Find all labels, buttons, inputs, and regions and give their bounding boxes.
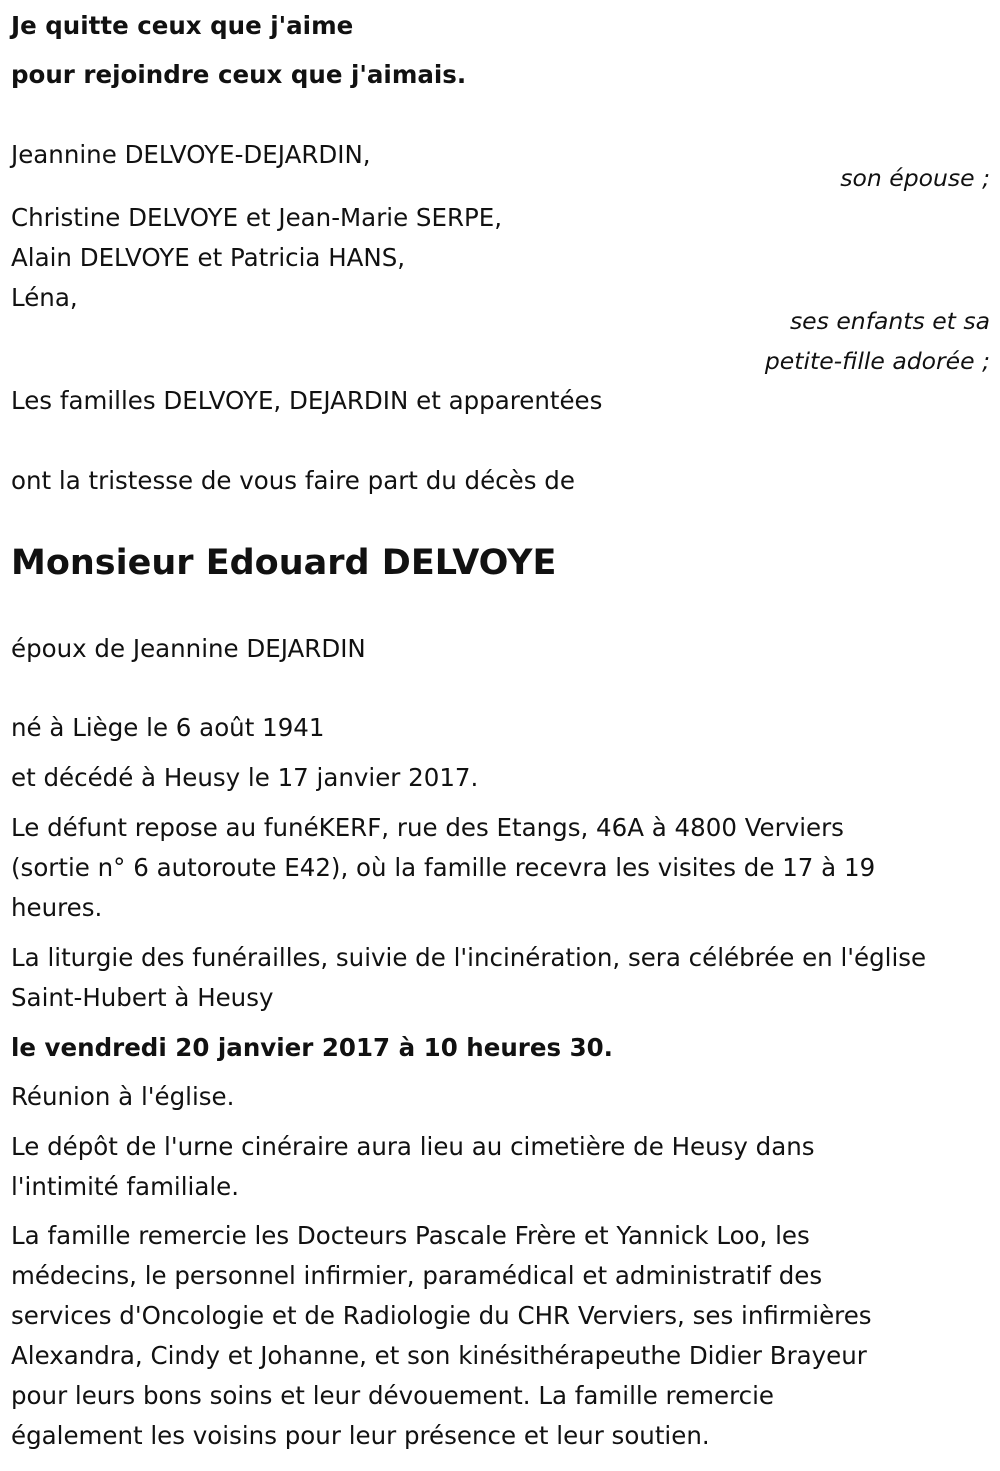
children-role-line-2: petite-fille adorée ; — [764, 347, 990, 375]
birth-line: né à Liège le 6 août 1941 — [11, 713, 325, 742]
thanks-line: médecins, le personnel infirmier, paramédical et administratif des — [11, 1261, 823, 1290]
liturgy-line: Saint-Hubert à Heusy — [11, 983, 274, 1012]
grandchild-name: Léna, — [11, 283, 78, 312]
child-name: Christine DELVOYE et Jean-Marie SERPE, — [11, 203, 503, 232]
children-role-line-1: ses enfants et sa — [789, 307, 990, 335]
funeral-datetime: le vendredi 20 janvier 2017 à 10 heures 30. — [11, 1033, 613, 1062]
thanks-line: La famille remercie les Docteurs Pascale Frère et Yannick Loo, les — [11, 1221, 810, 1250]
spouse-role: son épouse ; — [840, 164, 990, 192]
death-line: et décédé à Heusy le 17 janvier 2017. — [11, 763, 479, 792]
repose-line: (sortie n° 6 autoroute E42), où la famille recevra les visites de 17 à 19 — [11, 853, 876, 882]
families-line: Les familles DELVOYE, DEJARDIN et apparentées — [11, 386, 603, 415]
thanks-line: Alexandra, Cindy et Johanne, et son kinésithérapeuthe Didier Brayeur — [11, 1341, 867, 1370]
repose-line: heures. — [11, 893, 103, 922]
repose-line: Le défunt repose au funéKERF, rue des Etangs, 46A à 4800 Verviers — [11, 813, 844, 842]
announcement-line: ont la tristesse de vous faire part du décès de — [11, 466, 575, 495]
deceased-name: Monsieur Edouard DELVOYE — [11, 543, 557, 583]
thanks-line: également les voisins pour leur présence et leur soutien. — [11, 1421, 710, 1450]
urn-line: l'intimité familiale. — [11, 1172, 240, 1201]
urn-line: Le dépôt de l'urne cinéraire aura lieu au cimetière de Heusy dans — [11, 1132, 815, 1161]
liturgy-line: La liturgie des funérailles, suivie de l'incinération, sera célébrée en l'église — [11, 943, 927, 972]
epigraph-line-1: Je quitte ceux que j'aime — [11, 11, 354, 40]
spouse-name: Jeannine DELVOYE-DEJARDIN, — [11, 140, 371, 169]
thanks-line: services d'Oncologie et de Radiologie du CHR Verviers, ses infirmières — [11, 1301, 872, 1330]
meeting-line: Réunion à l'église. — [11, 1082, 235, 1111]
epigraph-line-2: pour rejoindre ceux que j'aimais. — [11, 60, 467, 89]
child-name: Alain DELVOYE et Patricia HANS, — [11, 243, 406, 272]
spouse-of-line: époux de Jeannine DEJARDIN — [11, 634, 366, 663]
thanks-line: pour leurs bons soins et leur dévouement. La famille remercie — [11, 1381, 774, 1410]
